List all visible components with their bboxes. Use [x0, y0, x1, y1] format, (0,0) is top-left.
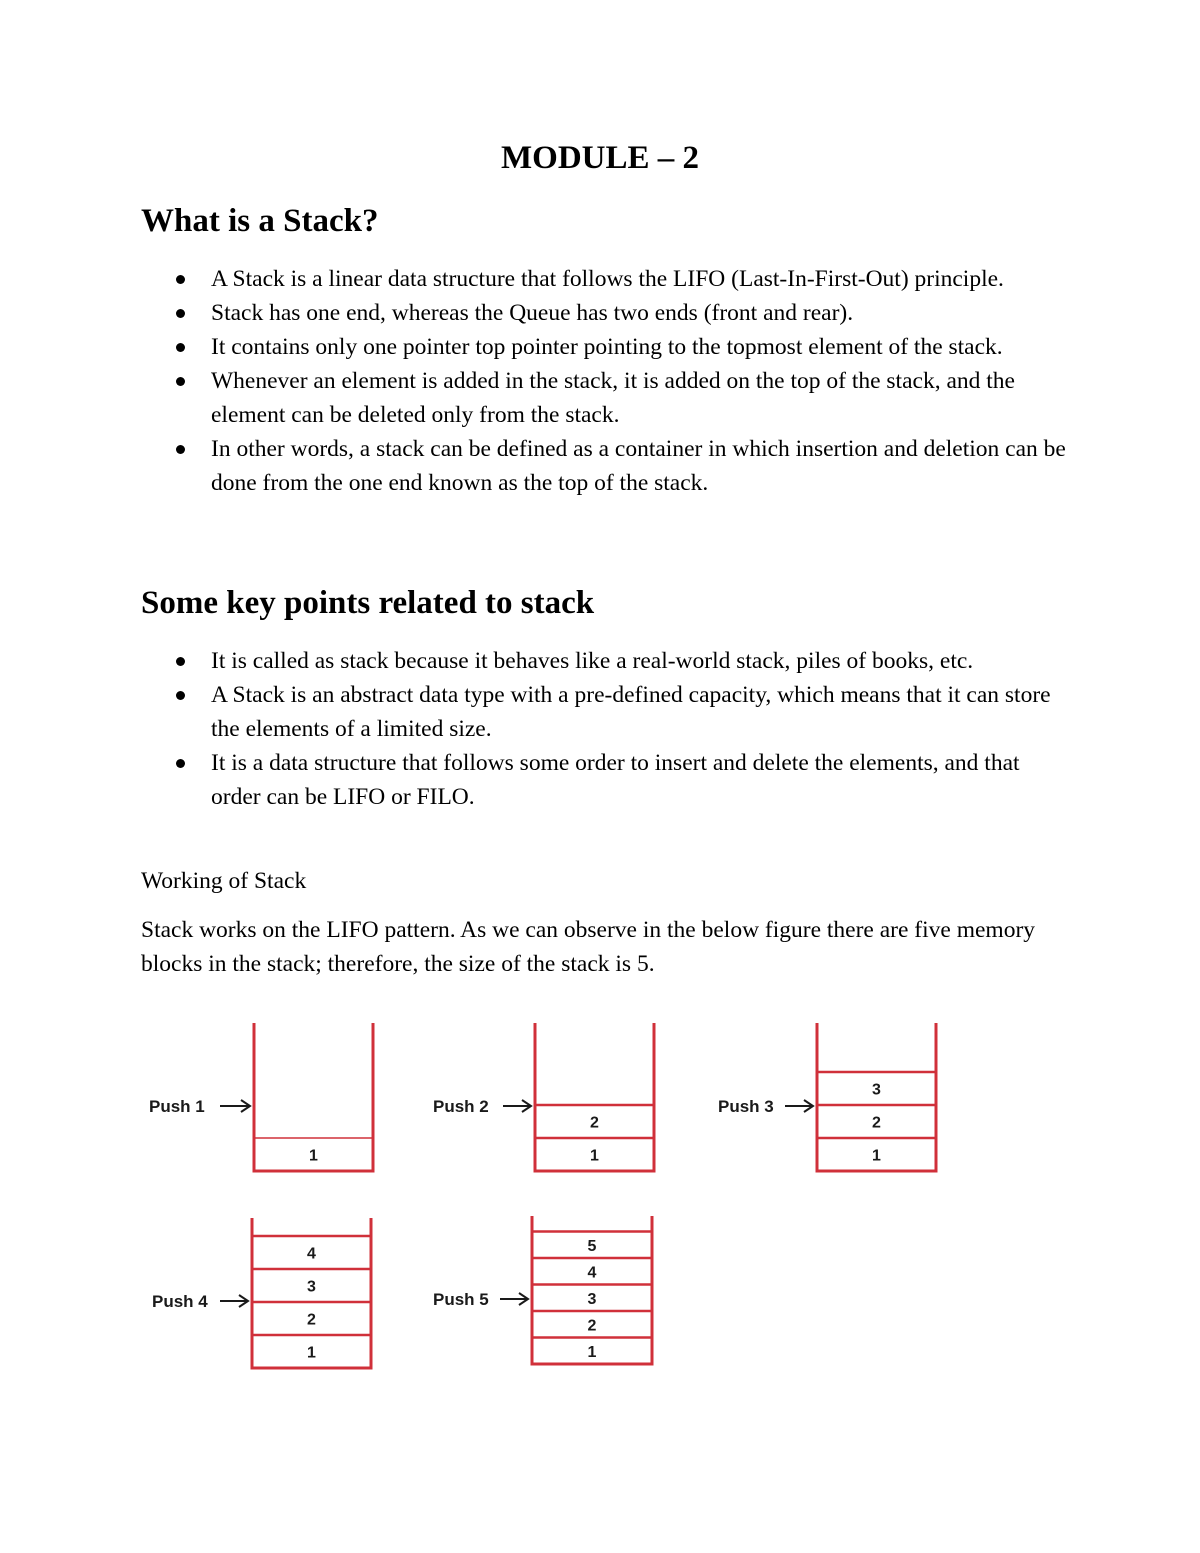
- list-item-text: It is a data structure that follows some order to insert and delete the elements, and that order can be LIFO or FILO.: [211, 750, 1020, 810]
- section-heading-key-points: Some key points related to stack: [141, 585, 595, 621]
- list-item-text: Whenever an element is added in the stack, it is added on the top of the stack, and the element can be deleted only from the stack.: [211, 368, 1015, 428]
- page-title: MODULE – 2: [501, 140, 699, 176]
- push-label: Push 1: [149, 1097, 205, 1116]
- stack-cell-value: 1: [309, 1147, 318, 1165]
- stack-cell-value: 3: [307, 1278, 316, 1296]
- stack-diagram: [152, 1218, 373, 1368]
- stack-cell-value: 3: [587, 1290, 597, 1308]
- push-label: Push 3: [718, 1097, 774, 1116]
- list-item-text: Stack has one end, whereas the Queue has two ends (front and rear).: [211, 300, 854, 326]
- list-item-text: A Stack is an abstract data type with a pre-defined capacity, which means that it can store the elements of a limited size.: [211, 682, 1051, 742]
- list-item-text: A Stack is a linear data structure that follows the LIFO (Last-In-First-Out) principle.: [211, 266, 1004, 292]
- stack-cell-value: 2: [590, 1114, 599, 1132]
- stack-cell-value: 2: [587, 1317, 597, 1335]
- stack-cell-value: 1: [590, 1147, 599, 1165]
- list-item-text: It contains only one pointer top pointer pointing to the topmost element of the stack.: [211, 334, 1003, 360]
- stack-cell-value: 2: [872, 1114, 881, 1132]
- stack-diagram: [718, 1023, 938, 1171]
- section-heading-what-is-stack: What is a Stack?: [141, 203, 379, 239]
- push-label: Push 4: [152, 1292, 208, 1311]
- stack-cell-value: 1: [307, 1344, 316, 1362]
- stack-cell-value: 1: [872, 1147, 881, 1165]
- stack-cell-value: 2: [307, 1311, 316, 1329]
- stack-cell-value: 4: [307, 1245, 316, 1263]
- stack-cell-value: 5: [587, 1237, 597, 1255]
- stack-cell-value: 4: [587, 1264, 597, 1282]
- list-item-text: In other words, a stack can be defined as a container in which insertion and deletion can be done from the one end known as the top of the stack.: [211, 436, 1066, 496]
- list-item-text: It is called as stack because it behaves like a real-world stack, piles of books, etc.: [211, 648, 974, 674]
- stack-diagram: [149, 1023, 375, 1171]
- stack-cell-value: 3: [872, 1081, 881, 1099]
- push-label: Push 2: [433, 1097, 489, 1116]
- push-label: Push 5: [433, 1290, 489, 1309]
- working-of-stack-paragraph: Stack works on the LIFO pattern. As we can observe in the below figure there are five memory blocks in the stack; therefore, the size of the stack is 5.: [141, 917, 1036, 977]
- stack-diagram: [433, 1216, 654, 1364]
- stack-cell-value: 1: [587, 1343, 597, 1361]
- working-of-stack-subtitle: Working of Stack: [141, 868, 307, 894]
- stack-diagram: [433, 1023, 656, 1171]
